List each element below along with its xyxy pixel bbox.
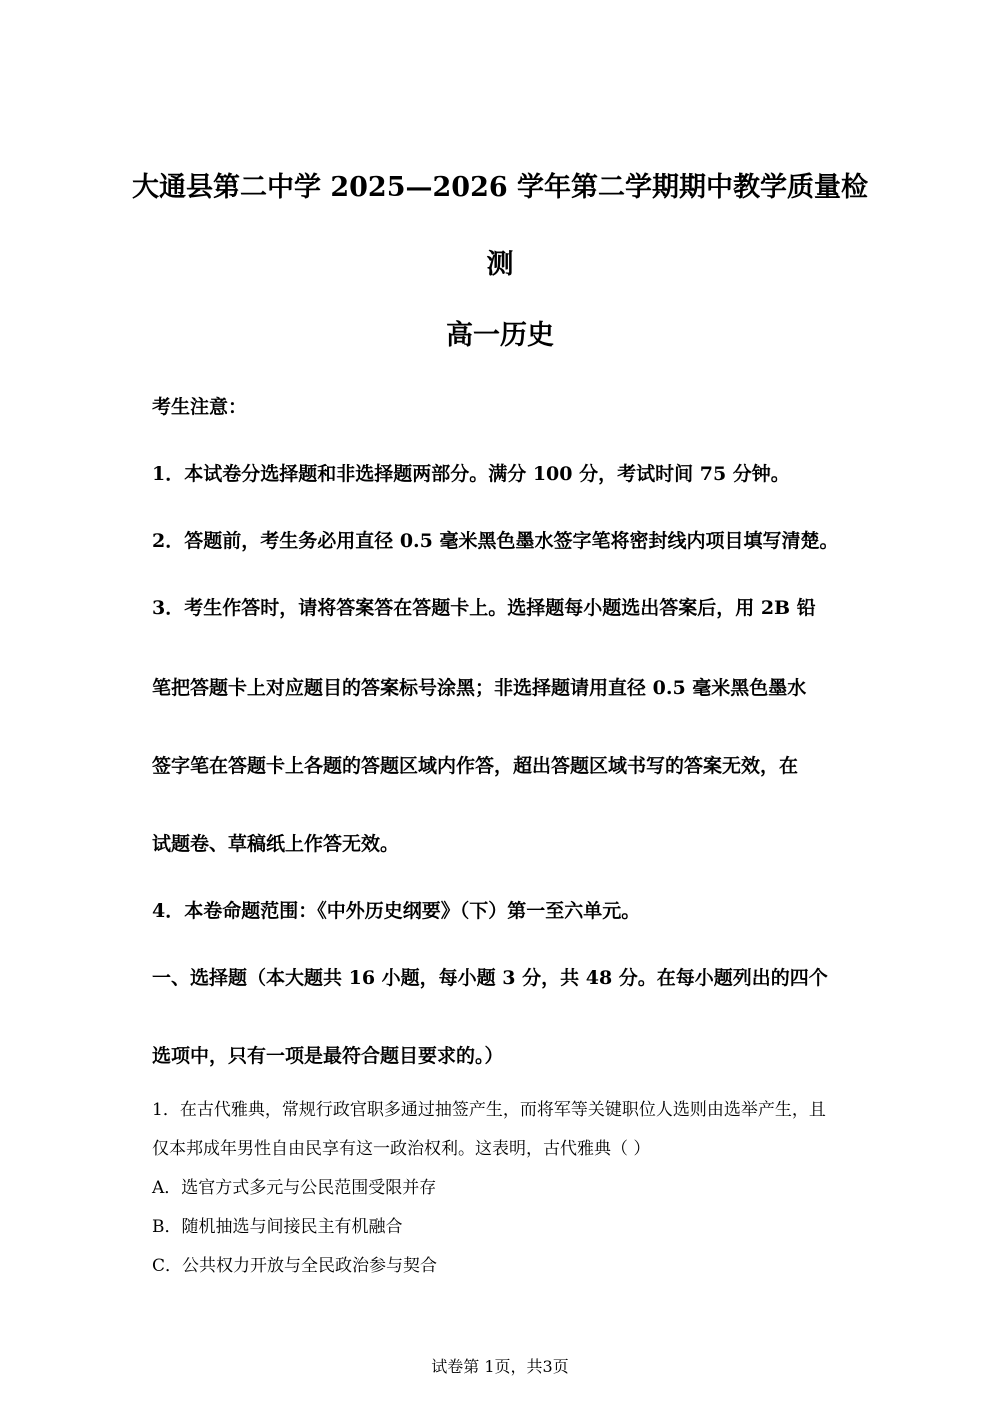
exam-title-line2: 测 [486,249,514,280]
notice-item-4: 4．本卷命题范围：《中外历史纲要》（下）第一至六单元。 [152,900,641,922]
exam-subject: 高一历史 [446,320,554,351]
notice-item-2: 2．答题前，考生务必用直径 0.5 毫米黑色墨水签字笔将密封线内项目填写清楚。 [152,530,839,552]
exam-title-line1: 大通县第二中学 2025—2026 学年第二学期期中教学质量检 [131,172,869,203]
notice-heading: 考生注意： [152,396,248,418]
notice-item-3-line3: 签字笔在答题卡上各题的答题区域内作答，超出答题区域书写的答案无效，在 [152,755,799,777]
section-heading-line1: 一、选择题（本大题共 16 小题，每小题 3 分，共 48 分。在每小题列出的四个 [152,967,828,989]
section-heading-line2: 选项中，只有一项是最符合题目要求的。） [152,1045,504,1067]
notice-item-3-line2: 笔把答题卡上对应题目的答案标号涂黑；非选择题请用直径 0.5 毫米黑色墨水 [152,677,807,699]
question-1-stem-line1: 1．在古代雅典，常规行政官职多通过抽签产生，而将军等关键职位人选则由选举产生，且 [152,1100,826,1120]
question-1-option-b: B．随机抽选与间接民主有机融合 [152,1217,403,1237]
notice-item-1: 1．本试卷分选择题和非选择题两部分。满分 100 分，考试时间 75 分钟。 [152,463,790,485]
notice-item-3-line1: 3．考生作答时，请将答案答在答题卡上。选择题每小题选出答案后，用 2B 铅 [152,597,816,619]
question-1-stem-line2: 仅本邦成年男性自由民享有这一政治权利。这表明，古代雅典（ ） [152,1139,651,1159]
question-1-option-c: C．公共权力开放与全民政治参与契合 [152,1256,438,1276]
question-1-option-a: A．选官方式多元与公民范围受限并存 [152,1178,437,1198]
page-footer: 试卷第 1页，共3页 [431,1357,569,1376]
notice-item-3-line4: 试题卷、草稿纸上作答无效。 [152,833,400,855]
